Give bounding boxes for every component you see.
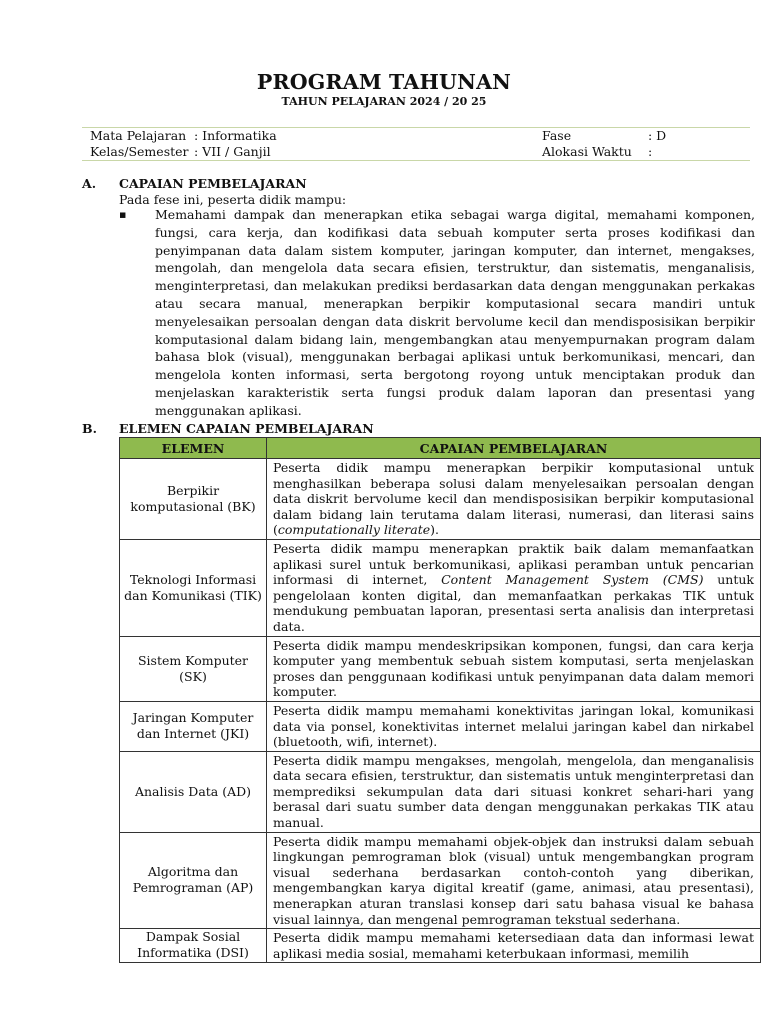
elemen-cell: Sistem Komputer (SK) (120, 636, 267, 701)
phase-value: : D (648, 128, 667, 143)
header-elemen: ELEMEN (120, 438, 267, 459)
capaian-text: Peserta didik mampu menerapkan berpikir komputasional untuk menghasilkan beberapa solusi dalam menyelesaikan persoalan dengan data diskrit bervolume kecil dan mendisposisikan berpikir komputasional dalam bidang lain terutama dalam literasi, numerasi, dan literasi sains ( (273, 460, 754, 538)
section-a-title: CAPAIAN PEMBELAJARAN (119, 176, 307, 191)
section-a-letter: A. (82, 176, 97, 191)
table-row (120, 832, 761, 929)
capaian-tail: ). (430, 522, 440, 538)
capaian-cell: Peserta didik mampu mengakses, mengolah, mengelola, dan menganalisis data secara efisien, terstruktur, dan sistematis untuk menginterpretasi dan memprediksi sekumpulan data dari situasi konkret sehari-hari yang berasal dari suatu sumber data dengan menggunakan perkakas TIK atau manual. (267, 751, 761, 832)
phase-label: Fase (542, 128, 572, 143)
info-row-class (90, 144, 750, 160)
subject-value: : Informatika (194, 128, 277, 143)
capaian-cell: Peserta didik mampu memahami objek-objek dan instruksi dalam sebuah lingkungan pemrograman blok (visual) untuk mengembangkan program visual sederhana berdasarkan contoh-contoh yang diberikan, mengembangkan karya digital kreatif (game, animasi, atau presentasi), menerapkan aturan translasi konsep dari satu bahasa visual ke bahasa visual lainnya, dan mengenal pemrograman tekstual sederhana. (267, 832, 761, 929)
capaian-cell: Peserta didik mampu mendeskripsikan komponen, fungsi, dan cara kerja komputer yang membentuk sebuah sistem komputasi, serta menjelaskan proses dan penggunaan kodifikasi untuk penyimpanan data dalam memori komputer. (267, 636, 761, 701)
table-row (120, 701, 761, 751)
elemen-cell: Analisis Data (AD) (120, 751, 267, 832)
table-row (120, 539, 761, 636)
section-a-paragraph: Memahami dampak dan menerapkan etika sebagai warga digital, memahami komponen, fungsi, cara kerja, dan kodifikasi data sebuah komputer serta proses kodifikasi dan penyimpanan data dalam sistem komputer, jaringan komputer, dan internet, mengakses, mengolah, dan mengelola data secara efisien, terstruktur, dan sistematis, menganalisis, menginterpretasi, dan melakukan prediksi berdasarkan data dengan menggunakan perkakas atau secara manual, menerapkan berpikir komputasional secara mandiri untuk menyelesaikan persoalan dengan data diskrit bervolume kecil dan mendisposisikan berpikir komputasional dalam bidang lain, mengembangkan atau menyempurnakan program dalam bahasa blok (visual), menggunakan berbagai aplikasi untuk berkomunikasi, mencari, dan mengelola konten informasi, serta bergotong royong untuk menciptakan produk dan menjelaskan karakteristik serta fungsi produk dalam laporan dan presentasi yang menggunakan aplikasi. (155, 207, 755, 418)
section-a-intro: Pada fese ini, peserta didik mampu: (119, 192, 347, 207)
document-subtitle: TAHUN PELAJARAN 2024 / 20 25 (281, 95, 487, 108)
capaian-tail: untuk pengelolaan konten digital, dan memanfaatkan perkakas TIK untuk mendukung pembuatan laporan, presentasi serta analisis dan interpretasi data. (273, 572, 754, 634)
info-box (82, 127, 750, 161)
capaian-cell (267, 459, 761, 540)
elemen-cell: Berpikir komputasional (BK) (120, 459, 267, 540)
capaian-italic: computationally literate (277, 522, 431, 538)
capaian-cell: Peserta didik mampu memahami konektivitas jaringan lokal, komunikasi data via ponsel, konektivitas internet melalui jaringan kabel dan nirkabel (bluetooth, wifi, internet). (267, 701, 761, 751)
capaian-text: Peserta didik mampu menerapkan praktik baik dalam memanfaatkan aplikasi surel untuk berkomunikasi, aplikasi peramban untuk pencarian informasi di internet, (273, 540, 754, 588)
class-label: Kelas/Semester (90, 144, 189, 159)
capaian-cell (267, 539, 761, 636)
table-row (120, 929, 761, 963)
elemen-cell: Teknologi Informasi dan Komunikasi (TIK) (120, 539, 267, 636)
elemen-table (119, 437, 761, 963)
section-b-letter: B. (82, 421, 97, 436)
time-label: Alokasi Waktu (542, 144, 632, 159)
elemen-cell: Dampak Sosial Informatika (DSI) (120, 929, 267, 963)
document-title: PROGRAM TAHUNAN (256, 70, 512, 94)
class-value: : VII / Ganjil (194, 144, 271, 159)
table-row (120, 459, 761, 540)
header-capaian: CAPAIAN PEMBELAJARAN (267, 438, 761, 459)
table-row (120, 636, 761, 701)
table-header-row (120, 438, 761, 459)
section-b-title: ELEMEN CAPAIAN PEMBELAJARAN (119, 421, 374, 436)
elemen-cell: Algoritma dan Pemrograman (AP) (120, 832, 267, 929)
info-row-subject (90, 128, 750, 144)
time-value: : (648, 144, 653, 159)
bullet-marker: ▪ (119, 208, 127, 221)
subject-label: Mata Pelajaran (90, 128, 187, 143)
capaian-cell: Peserta didik mampu memahami ketersediaan data dan informasi lewat aplikasi media sosial, memahami keterbukaan informasi, memilih (267, 929, 761, 963)
table-row (120, 751, 761, 832)
capaian-italic: Content Management System (CMS) (441, 572, 704, 588)
elemen-cell: Jaringan Komputer dan Internet (JKI) (120, 701, 267, 751)
